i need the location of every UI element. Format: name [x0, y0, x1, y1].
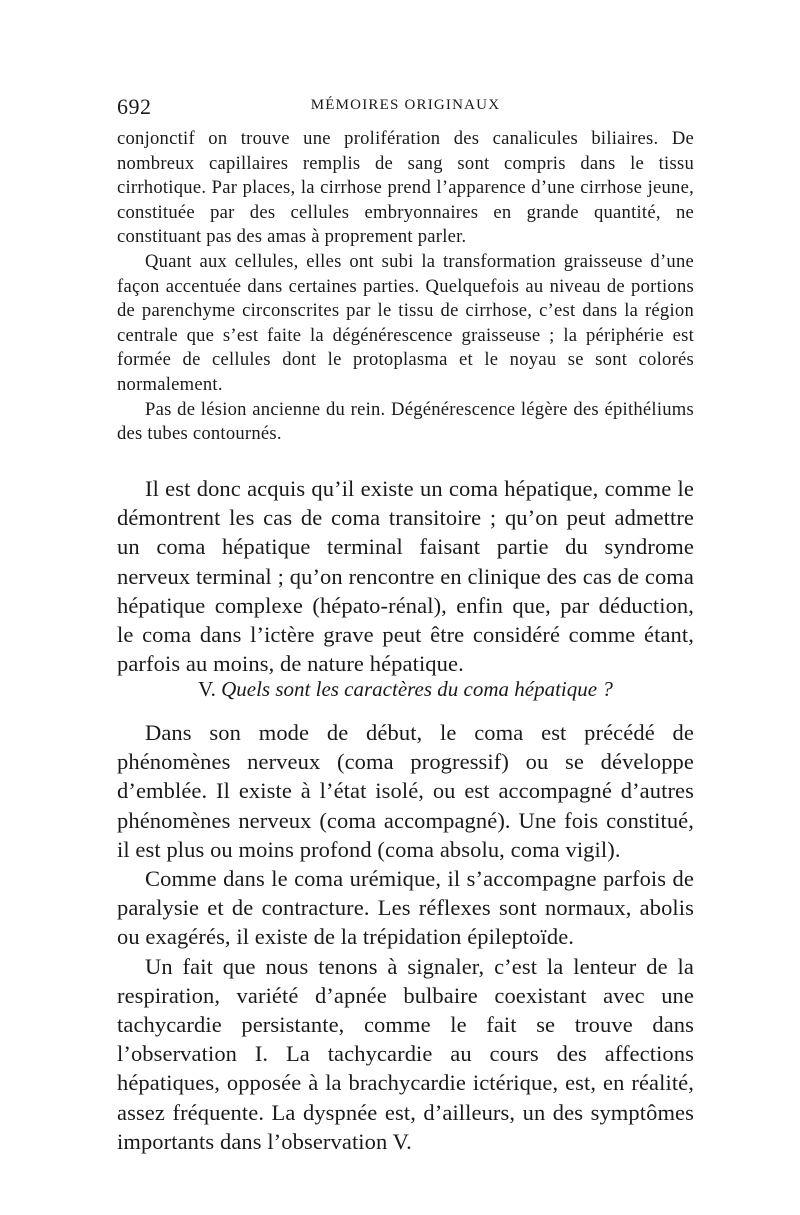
paragraph: conjonctif on trouve une prolifération des canalicules biliaires. De nombreux capillaires remplis de sang sont compris dans le tissu cirrhotique. Par places, la cirrhose prend l’apparence d’une cirrhose jeune, constituée par des cellules embryonnaires en grande quantité, ne constituant pas des amas à proprement parler. — [117, 128, 694, 248]
case-report-text — [117, 127, 694, 447]
page-number: 692 — [117, 94, 152, 119]
paragraph: Un fait que nous tenons à signaler, c’est la lenteur de la respiration, variété d’apnée bulbaire coexistant avec une tachycardie persistante, comme le fait se trouve dans l’observation I. La tachycardie au cours des affections hépatiques, opposée à la brachycardie ictérique, est, en réalité, assez fréquente. La dyspnée est, d’ailleurs, un des symptômes importants dans l’observation V. — [117, 953, 694, 1154]
paragraph: Pas de lésion ancienne du rein. Dégénérescence légère des épithéliums des tubes contournés. — [117, 398, 694, 445]
section-body — [117, 718, 694, 1156]
section-number: V. — [198, 677, 216, 701]
paragraph: Quant aux cellules, elles ont subi la transformation graisseuse d’une façon accentuée dans certaines parties. Quelquefois au niveau de portions de parenchyme circonscrites par le tissu de cirrhose, c’est dans la région centrale que s’est faite la dégénérescence graisseuse ; la périphérie est formée de cellules dont le protoplasma et le noyau se sont colorés normalement. — [117, 250, 694, 395]
section-heading — [117, 676, 694, 702]
paragraph: Il est donc acquis qu’il existe un coma hépatique, comme le démontrent les cas de coma transitoire ; qu’on peut admettre un coma hépatique terminal faisant partie du syndrome nerveux terminal ; qu’on rencontre en clinique des cas de coma hépatique complexe (hépato-rénal), enfin que, par déduction, le coma dans l’ictère grave peut être considéré comme étant, parfois au moins, de nature hépatique. — [117, 476, 694, 677]
running-title: MÉMOIRES ORIGINAUX — [310, 97, 501, 113]
running-head — [117, 94, 694, 124]
paragraph: Comme dans le coma urémique, il s’accompagne parfois de paralysie et de contracture. Les réflexes sont normaux, abolis ou exagérés, il existe de la trépidation épileptoïde. — [117, 866, 694, 950]
paragraph: Dans son mode de début, le coma est précédé de phénomènes nerveux (coma progressif) ou se développe d’emblée. Il existe à l’état isolé, ou est accompagné d’autres phénomènes nerveux (coma accompagné). Une fois constitué, il est plus ou moins profond (coma absolu, coma vigil). — [117, 720, 694, 862]
section-title: Quels sont les caractères du coma hépatique ? — [221, 677, 613, 701]
conclusion-text — [117, 474, 694, 678]
